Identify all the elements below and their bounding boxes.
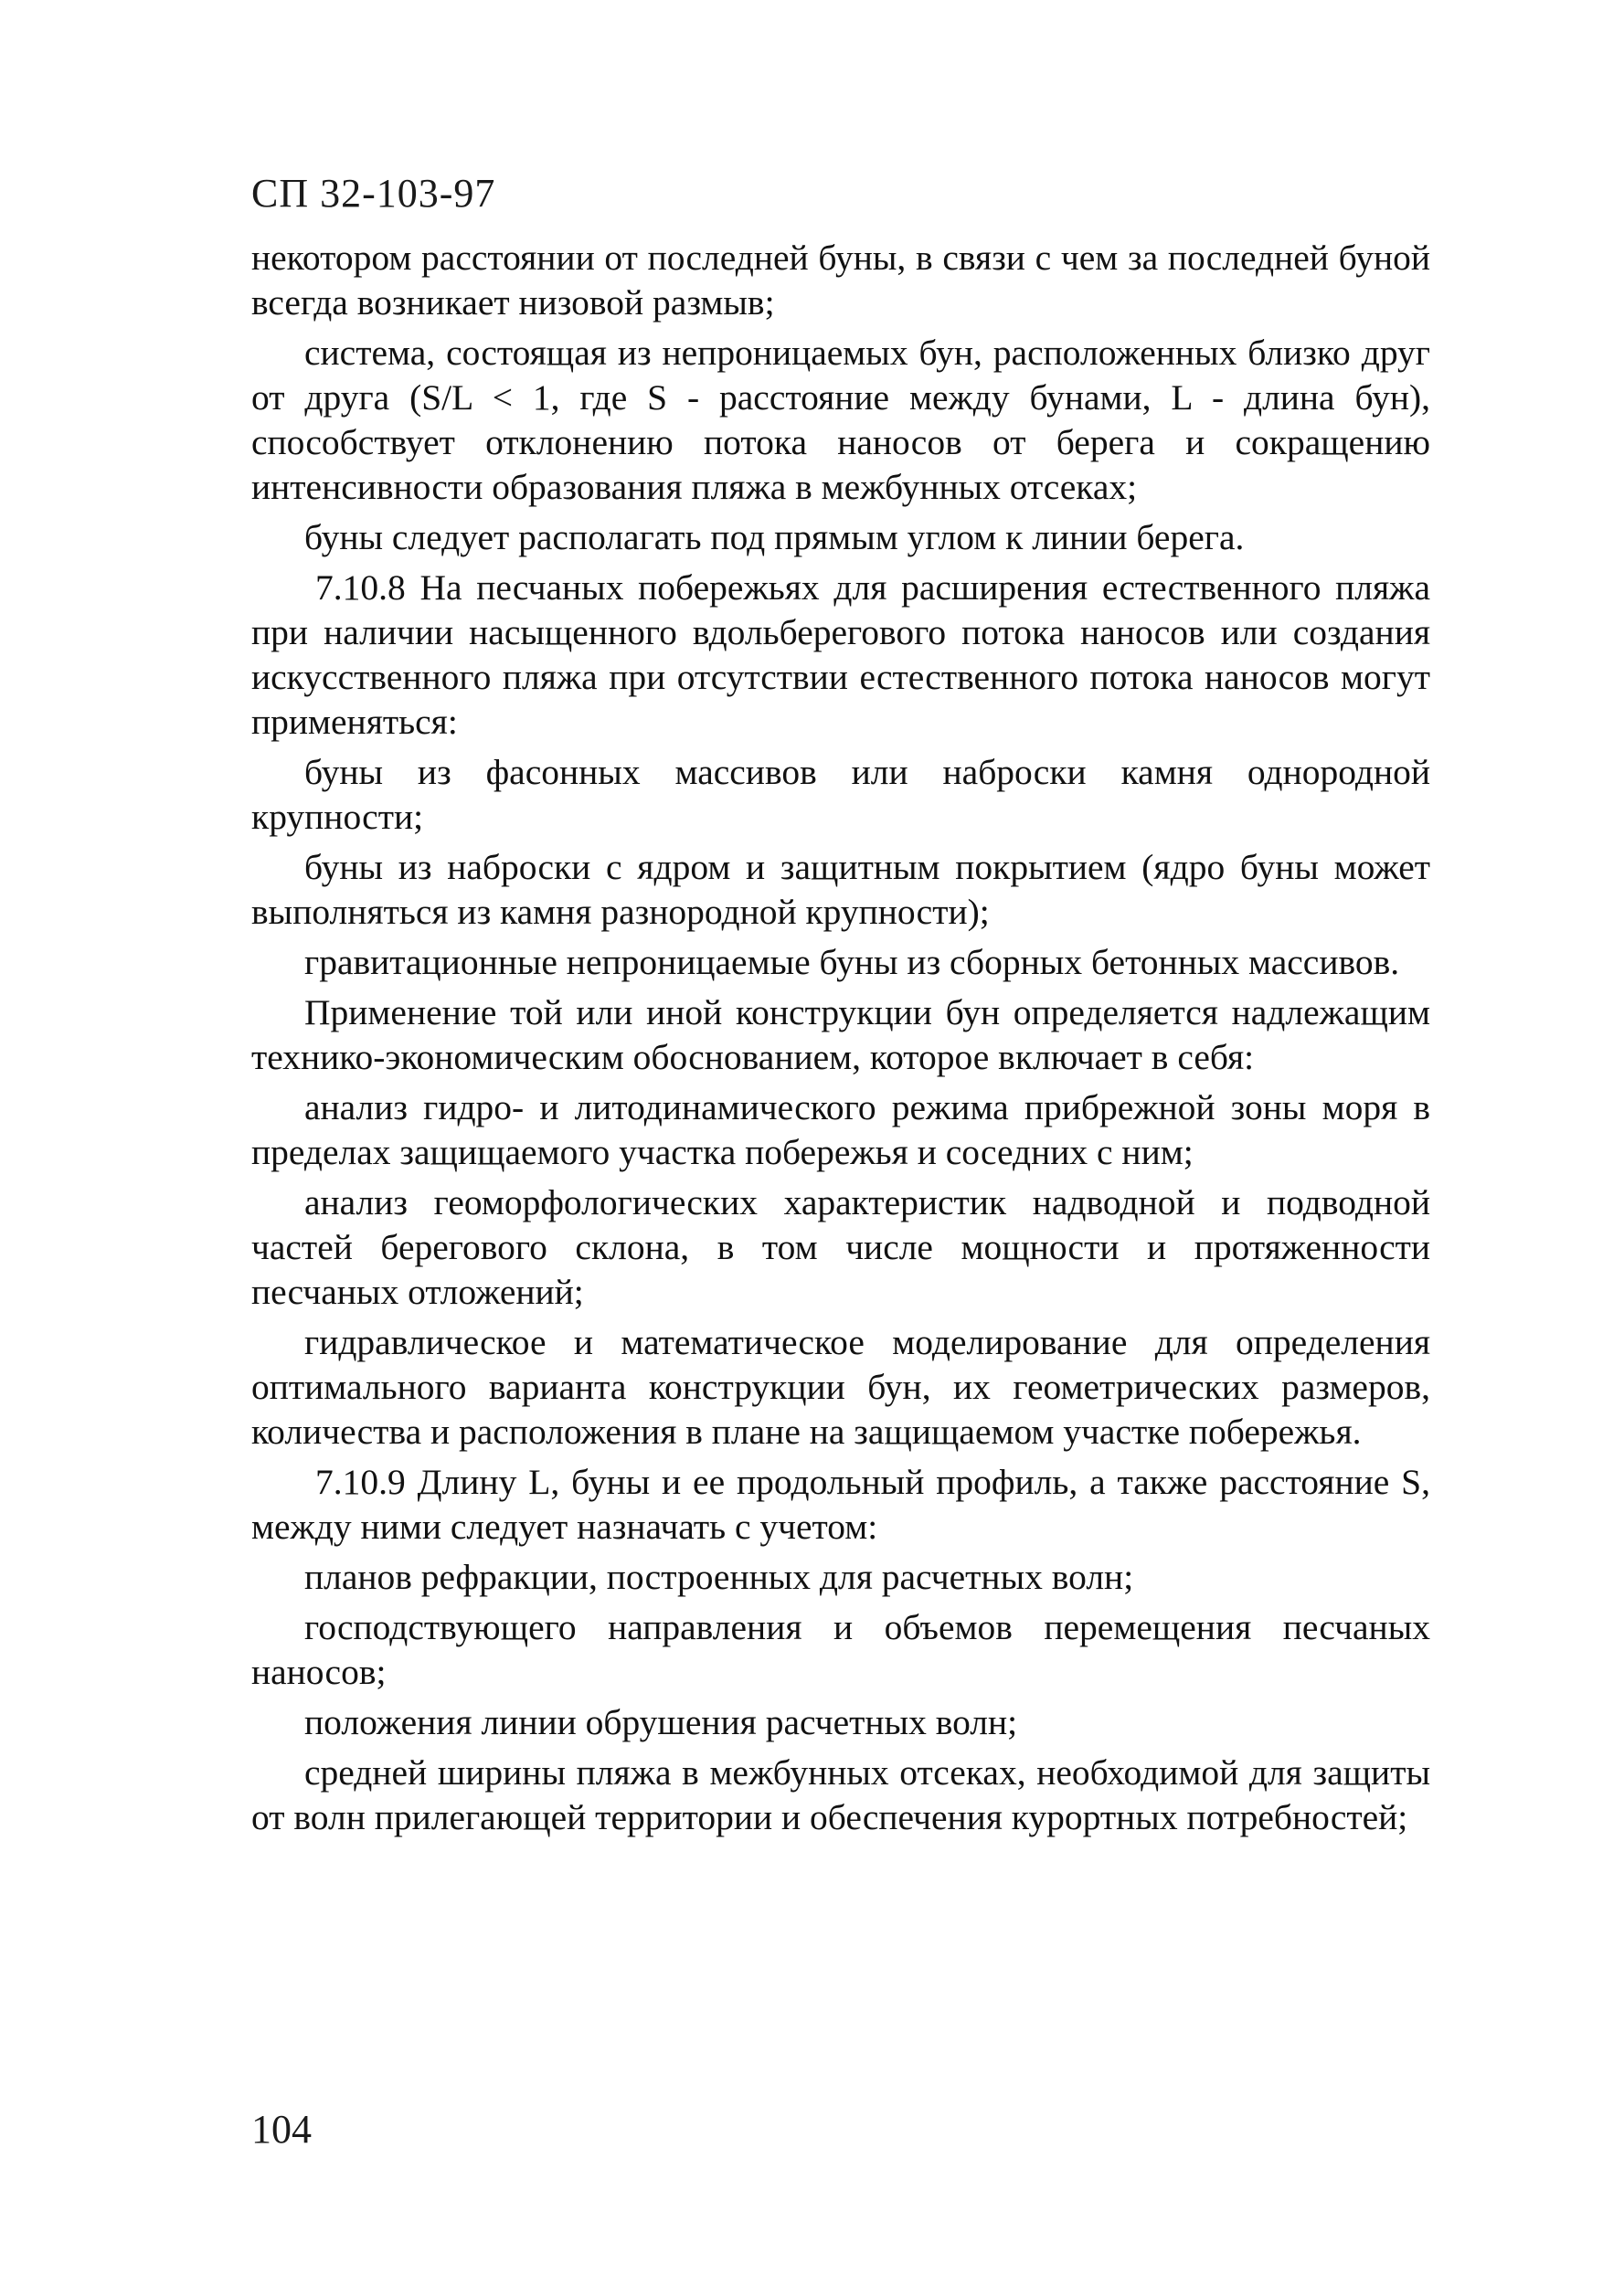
paragraph-list-item: буны из фасонных массивов или наброски камня однородной крупности; (251, 752, 1430, 837)
paragraph-list-item: анализ гидро- и литодинамического режима прибрежной зоны моря в пределах защищаемого участка побережья и соседних с ним; (251, 1087, 1430, 1172)
body-text (251, 236, 1430, 1846)
paragraph-list-item: гравитационные непроницаемые буны из сборных бетонных массивов. (304, 942, 1400, 982)
document-code-header: СП 32-103-97 (251, 171, 496, 216)
page-number: 104 (251, 2107, 312, 2152)
paragraph-list-item: система, состоящая из непроницаемых бун, расположенных близко друг от друга (S/L < 1, где S - расстояние между бунами, L - длина бун), способствует отклонению потока наносов от берега и сокращению интенсивности образования пляжа в межбунных отсеках; (251, 333, 1430, 507)
paragraph-list-item: положения линии обрушения расчетных волн; (304, 1702, 1018, 1742)
paragraph-continuation: некотором расстоянии от последней буны, в связи с чем за последней буной всегда возникает низовой размыв; (251, 238, 1430, 323)
paragraph-list-item: анализ геоморфологических характеристик надводной и подводной частей берегового склона, в том числе мощности и протяженности песчаных отложений; (251, 1182, 1430, 1312)
paragraph: Применение той или иной конструкции бун определяется надлежащим технико-экономическим обоснованием, которое включает в себя: (251, 992, 1430, 1077)
paragraph-section-7-10-9: 7.10.9 Длину L, буны и ее продольный профиль, а также расстояние S, между ними следует назначать с учетом: (251, 1462, 1430, 1547)
paragraph-list-item: гидравлическое и математическое моделирование для определения оптимального варианта конструкции бун, их геометрических размеров, количества и расположения в плане на защищаемом участке побережья. (251, 1322, 1430, 1452)
paragraph-list-item: планов рефракции, построенных для расчетных волн; (304, 1557, 1134, 1597)
paragraph-list-item: буны следует располагать под прямым углом к линии берега. (304, 517, 1245, 557)
paragraph-list-item: буны из наброски с ядром и защитным покрытием (ядро буны может выполняться из камня разнородной крупности); (251, 847, 1430, 932)
paragraph-list-item: господствующего направления и объемов перемещения песчаных наносов; (251, 1607, 1430, 1692)
paragraph-section-7-10-8: 7.10.8 На песчаных побережьях для расширения естественного пляжа при наличии насыщенного вдольберегового потока наносов или создания искусственного пляжа при отсутствии естественного потока наносов могут применяться: (251, 567, 1430, 742)
paragraph-list-item: средней ширины пляжа в межбунных отсеках, необходимой для защиты от волн прилегающей территории и обеспечения курортных потребностей; (251, 1752, 1430, 1837)
